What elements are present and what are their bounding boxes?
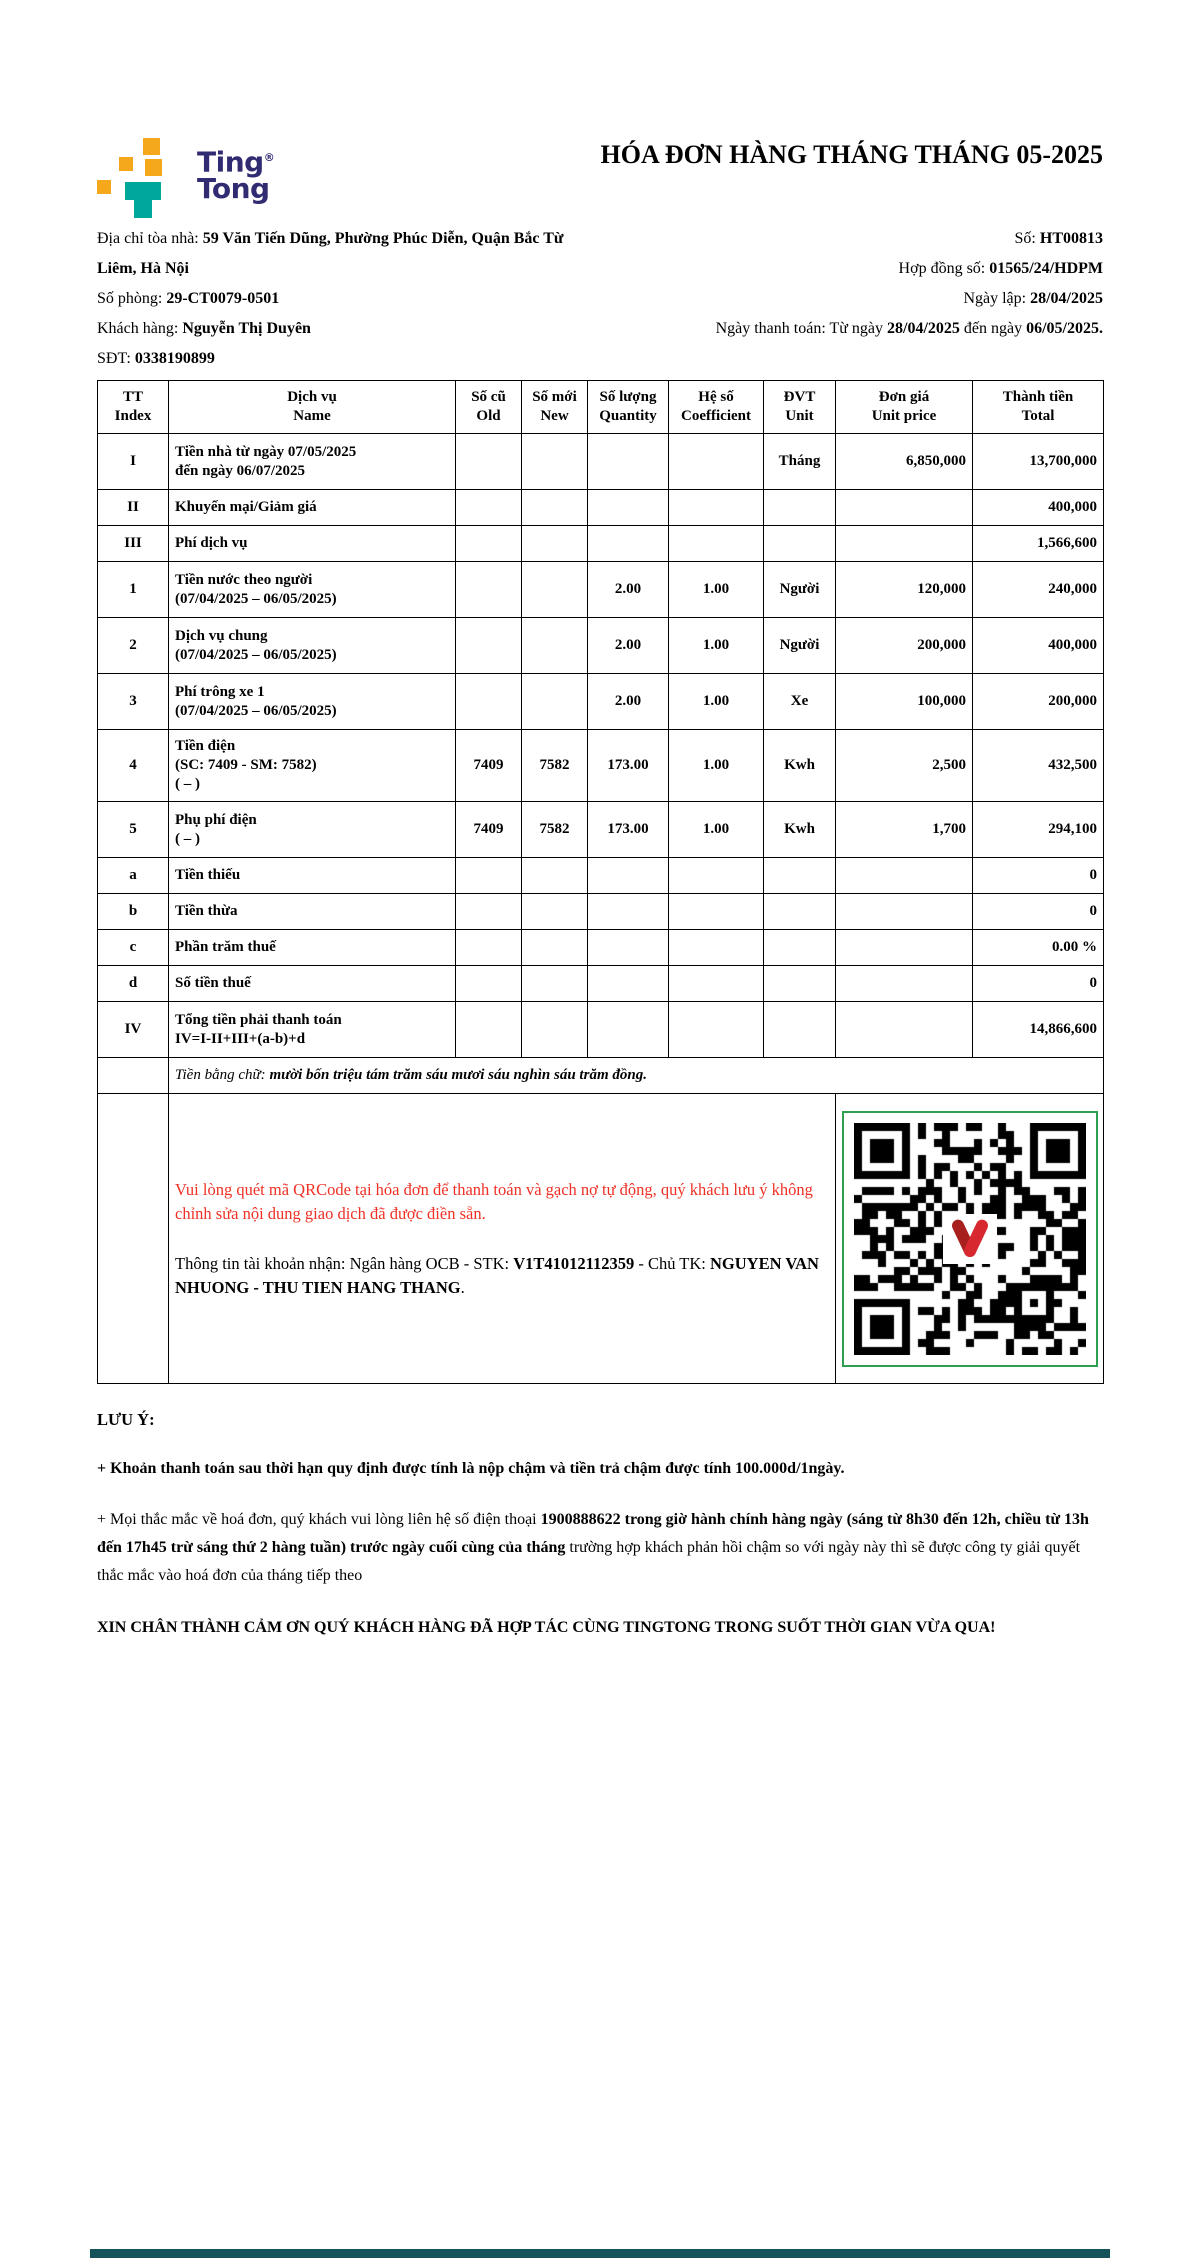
cell-unit: Người — [764, 618, 836, 674]
registered-mark: ® — [263, 151, 275, 164]
cell-quantity — [588, 526, 669, 562]
cell-old-reading: 7409 — [456, 730, 522, 802]
hotline-note — [97, 1506, 1109, 1590]
cell-service-name — [169, 618, 456, 674]
cell-service-name — [169, 434, 456, 490]
table-header-row — [98, 381, 1104, 434]
phone-line — [97, 344, 575, 374]
cell-index: III — [98, 526, 169, 562]
cell-quantity: 173.00 — [588, 802, 669, 858]
cell-service-name — [169, 562, 456, 618]
cell-coefficient — [669, 1002, 764, 1058]
cell-new-reading: 7582 — [522, 730, 588, 802]
cell-unit-price — [836, 490, 973, 526]
cell-coefficient: 1.00 — [669, 802, 764, 858]
qr-center-heart-logo — [943, 1214, 997, 1264]
qr-code — [842, 1111, 1098, 1367]
service-row-1 — [98, 562, 1104, 618]
cell-index: 4 — [98, 730, 169, 802]
service-name-line: Tiền nước theo người — [175, 571, 313, 588]
cell-old-reading — [456, 894, 522, 930]
account-info-part: - Chủ TK: — [634, 1253, 711, 1273]
cell-old-reading — [456, 930, 522, 966]
logo-wordmark — [197, 144, 275, 206]
cell-index: d — [98, 966, 169, 1002]
cell-old-reading — [456, 434, 522, 490]
column-header-index — [98, 381, 169, 434]
column-header-vi: Hệ số — [698, 389, 734, 405]
column-header-vi: Số mới — [532, 389, 577, 405]
cell-index — [98, 1094, 169, 1384]
cell-old-reading — [456, 858, 522, 894]
cell-index: 3 — [98, 674, 169, 730]
cell-old-reading — [456, 526, 522, 562]
cell-quantity — [588, 1002, 669, 1058]
column-header-vi: ĐVT — [783, 389, 816, 405]
invoice-number-label: Số: — [1014, 230, 1040, 247]
cell-index: 1 — [98, 562, 169, 618]
service-name-line: Số tiền thuế — [175, 975, 251, 991]
cell-coefficient: 1.00 — [669, 618, 764, 674]
cell-unit — [764, 894, 836, 930]
qr-code-cell — [836, 1094, 1104, 1384]
cell-new-reading — [522, 858, 588, 894]
cell-new-reading: 7582 — [522, 802, 588, 858]
service-name-line: Khuyến mại/Giảm giá — [175, 499, 317, 515]
cell-service-name — [169, 490, 456, 526]
room-number-value: 29-CT0079-0501 — [166, 290, 280, 307]
cell-quantity — [588, 434, 669, 490]
issue-date-line — [443, 284, 1103, 314]
cell-unit-price: 2,500 — [836, 730, 973, 802]
cell-coefficient — [669, 966, 764, 1002]
payment-period-prefix: Ngày thanh toán: Từ ngày — [715, 320, 888, 337]
service-name-line: (07/04/2025 – 06/05/2025) — [175, 646, 337, 663]
cell-new-reading — [522, 894, 588, 930]
cell-quantity: 2.00 — [588, 674, 669, 730]
column-header-unit-price — [836, 381, 973, 434]
service-row-c — [98, 930, 1104, 966]
cell-index: 2 — [98, 618, 169, 674]
column-header-en: Unit — [785, 408, 814, 424]
column-header-en: Coefficient — [681, 408, 751, 424]
cell-unit — [764, 966, 836, 1002]
cell-coefficient — [669, 930, 764, 966]
thank-you-message: XIN CHÂN THÀNH CẢM ƠN QUÝ KHÁCH HÀNG ĐÃ HỢP TÁC CÙNG TINGTONG TRONG SUỐT THỜI GIAN VỪA QUA! — [97, 1619, 996, 1636]
cell-index: II — [98, 490, 169, 526]
cell-old-reading — [456, 1002, 522, 1058]
cell-service-name — [169, 526, 456, 562]
cell-unit-price — [836, 894, 973, 930]
cell-old-reading — [456, 966, 522, 1002]
cell-coefficient: 1.00 — [669, 674, 764, 730]
column-header-en: Index — [114, 408, 152, 424]
footer-accent-bar — [90, 2249, 1110, 2258]
account-info-part: Thông tin tài khoản nhận: Ngân hàng OCB - STK: — [175, 1253, 514, 1273]
column-header-total — [973, 381, 1104, 434]
cell-total: 432,500 — [973, 730, 1104, 802]
column-header-coefficient — [669, 381, 764, 434]
service-name-line: Tiền điện — [175, 738, 236, 754]
logo-ting: Ting — [197, 145, 264, 179]
service-row-2 — [98, 618, 1104, 674]
cell-unit-price — [836, 526, 973, 562]
notes-section — [97, 1410, 1109, 1642]
tingtong-logo — [97, 136, 274, 220]
service-name-line: Phí dịch vụ — [175, 535, 248, 551]
service-name-line: (07/04/2025 – 06/05/2025) — [175, 590, 337, 607]
logo-pixel — [125, 182, 161, 200]
issue-date-label: Ngày lập: — [963, 290, 1031, 307]
column-header-en: Unit price — [871, 408, 937, 424]
column-header-vi: Thành tiền — [1002, 389, 1074, 405]
service-name-line: Tiền thiếu — [175, 867, 241, 883]
service-name-line: (07/04/2025 – 06/05/2025) — [175, 702, 337, 719]
contract-number-label: Hợp đồng số: — [898, 260, 990, 277]
invoice-meta — [443, 224, 1103, 344]
cell-total: 400,000 — [973, 490, 1104, 526]
column-header-en: Total — [1021, 408, 1055, 424]
column-header-vi: Số cũ — [471, 389, 506, 405]
heart-v-icon — [948, 1219, 992, 1259]
cell-unit: Tháng — [764, 434, 836, 490]
cell-unit: Người — [764, 562, 836, 618]
service-name-line: ( – ) — [175, 830, 200, 847]
service-name-line: Phí trông xe 1 — [175, 683, 265, 700]
cell-new-reading — [522, 930, 588, 966]
late-payment-note: + Khoản thanh toán sau thời hạn quy định được tính là nộp chậm và tiền trả chậm được tính 100.000d/1ngày. — [97, 1460, 845, 1477]
cell-new-reading — [522, 618, 588, 674]
payment-period-line — [443, 314, 1103, 344]
column-header-vi: TT — [122, 389, 143, 405]
payment-instructions-cell — [169, 1094, 836, 1384]
cell-unit: Kwh — [764, 730, 836, 802]
cell-coefficient — [669, 894, 764, 930]
service-name-line: Tổng tiền phải thanh toán — [175, 1011, 342, 1028]
cell-service-name — [169, 858, 456, 894]
cell-old-reading — [456, 490, 522, 526]
cell-total: 200,000 — [973, 674, 1104, 730]
cell-total: 1,566,600 — [973, 526, 1104, 562]
tingtong-pixel-icon — [97, 136, 181, 220]
cell-unit: Xe — [764, 674, 836, 730]
invoice-table — [97, 380, 1104, 1384]
cell-unit-price: 100,000 — [836, 674, 973, 730]
cell-unit-price: 120,000 — [836, 562, 973, 618]
service-row-5 — [98, 802, 1104, 858]
service-name-line: đến ngày 06/07/2025 — [175, 462, 306, 479]
receiving-account-info — [175, 1252, 829, 1300]
invoice-number-line — [443, 224, 1103, 254]
cell-unit — [764, 1002, 836, 1058]
phone-value: 0338190899 — [134, 350, 215, 367]
cell-service-name — [169, 966, 456, 1002]
cell-quantity — [588, 894, 669, 930]
service-row-3 — [98, 674, 1104, 730]
service-name-line: (SC: 7409 - SM: 7582) — [175, 757, 317, 773]
cell-index: c — [98, 930, 169, 966]
logo-tong: Tong — [197, 172, 270, 206]
hotline-note-part: + Mọi thắc mắc về hoá đơn, quý khách vui lòng liên hệ số điện thoại — [97, 1511, 541, 1528]
service-row-b — [98, 894, 1104, 930]
cell-service-name — [169, 1002, 456, 1058]
cell-new-reading — [522, 526, 588, 562]
service-row-II — [98, 490, 1104, 526]
cell-quantity: 173.00 — [588, 730, 669, 802]
logo-pixel — [97, 180, 111, 194]
cell-new-reading — [522, 1002, 588, 1058]
cell-unit — [764, 930, 836, 966]
service-name-line: IV=I-II+III+(a-b)+d — [175, 1030, 306, 1047]
cell-old-reading — [456, 562, 522, 618]
cell-coefficient — [669, 434, 764, 490]
cell-unit — [764, 526, 836, 562]
room-number-label: Số phòng: — [97, 290, 167, 307]
service-name-line: Phụ phí điện — [175, 811, 257, 828]
cell-service-name — [169, 674, 456, 730]
account-info-part: . — [460, 1277, 465, 1297]
payment-qr-row — [98, 1094, 1104, 1384]
column-header-old — [456, 381, 522, 434]
cell-unit — [764, 490, 836, 526]
cell-index: a — [98, 858, 169, 894]
column-header-quantity — [588, 381, 669, 434]
service-row-a — [98, 858, 1104, 894]
cell-coefficient: 1.00 — [669, 730, 764, 802]
cell-index — [98, 1058, 169, 1094]
cell-coefficient — [669, 526, 764, 562]
payment-period-to: 06/05/2025. — [1026, 320, 1103, 337]
cell-total: 14,866,600 — [973, 1002, 1104, 1058]
cell-coefficient — [669, 858, 764, 894]
column-header-vi: Đơn giá — [878, 389, 930, 405]
cell-quantity — [588, 490, 669, 526]
cell-total: 0 — [973, 894, 1104, 930]
cell-quantity — [588, 858, 669, 894]
hotline-note-part: trường hợp khách phản hồi chậm so với ngày này thì sẽ được công ty giải quyết thắc mắc vào hoá đơn của tháng tiếp theo — [97, 1539, 1081, 1584]
cell-service-name — [169, 894, 456, 930]
cell-old-reading — [456, 674, 522, 730]
cell-total: 0.00 % — [973, 930, 1104, 966]
service-name-line: Dịch vụ chung — [175, 627, 268, 644]
notes-heading: LƯU Ý: — [97, 1410, 155, 1429]
cell-quantity: 2.00 — [588, 618, 669, 674]
cell-unit-price — [836, 966, 973, 1002]
cell-unit-price — [836, 930, 973, 966]
cell-amount-in-words — [169, 1058, 1104, 1094]
cell-new-reading — [522, 490, 588, 526]
cell-new-reading — [522, 674, 588, 730]
cell-service-name — [169, 802, 456, 858]
building-address-value: 59 Văn Tiến Dũng, Phường Phúc Diễn, Quận Bắc Từ Liêm, Hà Nội — [97, 230, 564, 277]
logo-pixel — [119, 157, 133, 171]
cell-new-reading — [522, 966, 588, 1002]
customer-name-label: Khách hàng: — [97, 320, 183, 337]
cell-old-reading — [456, 618, 522, 674]
cell-unit — [764, 858, 836, 894]
cell-unit: Kwh — [764, 802, 836, 858]
cell-coefficient — [669, 490, 764, 526]
contract-number-line — [443, 254, 1103, 284]
cell-total: 13,700,000 — [973, 434, 1104, 490]
service-name-line: Tiền thừa — [175, 903, 238, 919]
column-header-new — [522, 381, 588, 434]
cell-service-name — [169, 730, 456, 802]
issue-date-value: 28/04/2025 — [1030, 290, 1103, 307]
service-row-IV — [98, 1002, 1104, 1058]
qr-payment-warning: Vui lòng quét mã QRCode tại hóa đơn để thanh toán và gạch nợ tự động, quý khách lưu ý không chỉnh sửa nội dung giao dịch đã được điền sẵn. — [175, 1179, 813, 1223]
service-name-line: Tiền nhà từ ngày 07/05/2025 — [175, 443, 357, 460]
column-header-en: Old — [476, 408, 501, 424]
cell-index: IV — [98, 1002, 169, 1058]
service-row-d — [98, 966, 1104, 1002]
invoice-number-value: HT00813 — [1039, 230, 1103, 247]
cell-quantity: 2.00 — [588, 562, 669, 618]
column-header-en: New — [540, 408, 569, 424]
service-name-line: Phần trăm thuế — [175, 939, 276, 955]
payment-period-middle: đến ngày — [959, 320, 1027, 337]
cell-new-reading — [522, 434, 588, 490]
cell-total: 400,000 — [973, 618, 1104, 674]
logo-pixel — [145, 159, 162, 176]
cell-unit-price: 200,000 — [836, 618, 973, 674]
column-header-en: Quantity — [599, 408, 657, 424]
amount-in-words-row — [98, 1058, 1104, 1094]
building-address-label: Địa chỉ tòa nhà: — [97, 230, 203, 247]
column-header-unit — [764, 381, 836, 434]
service-name-line: ( – ) — [175, 776, 200, 792]
cell-coefficient: 1.00 — [669, 562, 764, 618]
logo-pixel — [134, 200, 152, 218]
column-header-vi: Số lượng — [599, 389, 657, 405]
column-header-vi: Dịch vụ — [287, 389, 337, 405]
customer-name-value: Nguyễn Thị Duyên — [182, 320, 311, 337]
cell-new-reading — [522, 562, 588, 618]
logo-pixel — [143, 138, 160, 155]
hotline-note-bold: 1900888622 trong giờ hành chính hàng ngày (sáng từ 8h30 đến 12h, chiều từ 13h đến 17h45 trừ sáng thứ 2 hàng tuần) trước ngày cuối cùng của tháng — [97, 1511, 1089, 1556]
account-info-part: NGUYEN VAN NHUONG - THU TIEN HANG THANG — [175, 1253, 819, 1297]
cell-total: 294,100 — [973, 802, 1104, 858]
amount-in-words-text: mười bốn triệu tám trăm sáu mươi sáu nghìn sáu trăm đồng. — [269, 1067, 647, 1083]
cell-unit-price — [836, 1002, 973, 1058]
cell-quantity — [588, 966, 669, 1002]
service-row-4 — [98, 730, 1104, 802]
cell-service-name — [169, 930, 456, 966]
cell-total: 0 — [973, 858, 1104, 894]
column-header-en: Name — [293, 408, 331, 424]
amount-in-words-label: Tiền bằng chữ: — [175, 1067, 270, 1083]
contract-number-value: 01565/24/HDPM — [989, 260, 1103, 277]
cell-quantity — [588, 930, 669, 966]
service-row-I — [98, 434, 1104, 490]
cell-total: 240,000 — [973, 562, 1104, 618]
phone-label: SĐT: — [97, 350, 135, 367]
cell-total: 0 — [973, 966, 1104, 1002]
cell-index: b — [98, 894, 169, 930]
cell-index: 5 — [98, 802, 169, 858]
cell-unit-price — [836, 858, 973, 894]
service-row-III — [98, 526, 1104, 562]
cell-unit-price: 1,700 — [836, 802, 973, 858]
account-info-part: V1T41012112359 — [513, 1253, 635, 1273]
payment-period-from: 28/04/2025 — [887, 320, 960, 337]
cell-index: I — [98, 434, 169, 490]
column-header-name — [169, 381, 456, 434]
cell-old-reading: 7409 — [456, 802, 522, 858]
invoice-title: HÓA ĐƠN HÀNG THÁNG THÁNG 05-2025 — [600, 140, 1103, 169]
cell-unit-price: 6,850,000 — [836, 434, 973, 490]
